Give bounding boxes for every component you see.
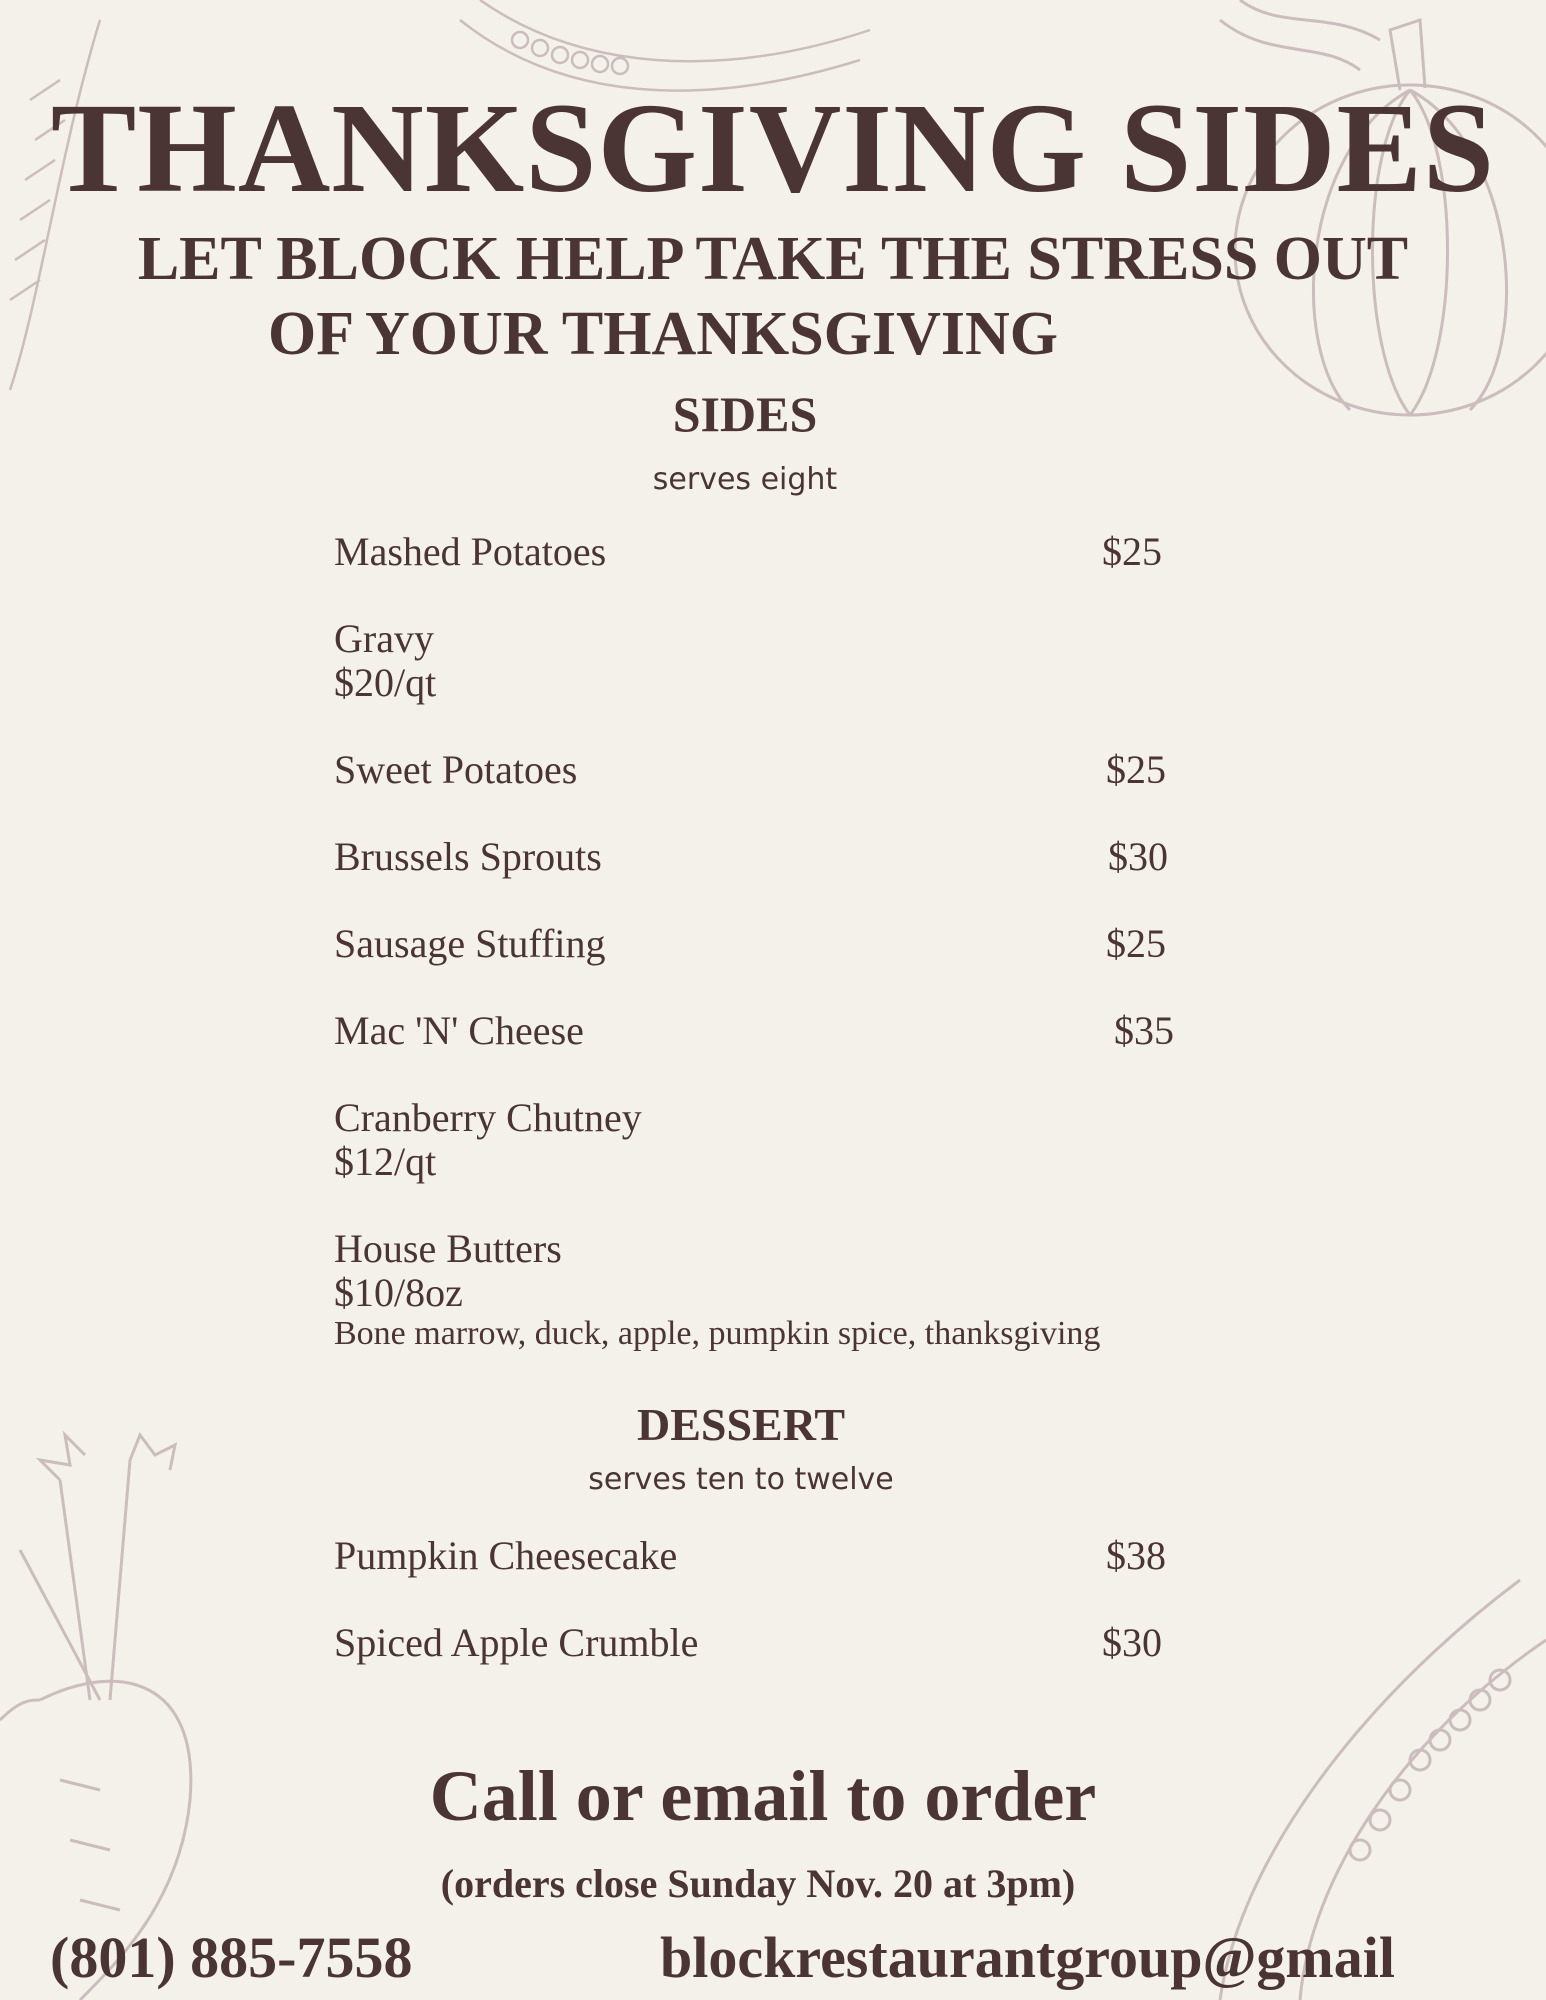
order-close-note: (orders close Sunday Nov. 20 at 3pm) xyxy=(440,1861,1076,1906)
list-item: Cranberry Chutney xyxy=(334,1095,642,1140)
list-item: Spiced Apple Crumble xyxy=(334,1620,699,1665)
subtitle-line-2: OF YOUR THANKSGIVING xyxy=(267,300,1058,368)
list-item: Sweet Potatoes xyxy=(334,747,578,792)
item-price: $12/qt xyxy=(334,1139,437,1184)
item-price: $10/8oz xyxy=(334,1270,463,1315)
dessert-heading: DESSERT xyxy=(636,1399,846,1450)
sides-serving-note: serves eight xyxy=(652,462,838,497)
call-to-action: Call or email to order xyxy=(429,1756,1097,1836)
subtitle-line-1: LET BLOCK HELP TAKE THE STRESS OUT xyxy=(137,225,1409,293)
list-item: Mac 'N' Cheese xyxy=(334,1008,584,1053)
list-item: Pumpkin Cheesecake xyxy=(334,1533,678,1578)
item-price: $30 xyxy=(1108,834,1168,879)
item-price: $25 xyxy=(1106,747,1166,792)
page-title: THANKSGIVING SIDES xyxy=(50,77,1496,219)
list-item: House Butters xyxy=(334,1226,562,1271)
item-price: $38 xyxy=(1106,1533,1166,1578)
list-item: Brussels Sprouts xyxy=(334,834,602,879)
item-price: $30 xyxy=(1102,1620,1162,1665)
list-item: Gravy xyxy=(334,616,434,661)
sides-heading: SIDES xyxy=(672,386,818,442)
email-address[interactable]: blockrestaurantgroup@gmail xyxy=(660,1925,1395,1990)
list-item: Sausage Stuffing xyxy=(334,921,606,966)
dessert-serving-note: serves ten to twelve xyxy=(588,1462,894,1497)
list-item: Mashed Potatoes xyxy=(334,529,607,574)
item-price: $20/qt xyxy=(334,660,437,705)
carrot-illustration xyxy=(0,1400,300,2000)
item-description: Bone marrow, duck, apple, pumpkin spice, thanksgiving xyxy=(334,1315,1101,1352)
phone-number[interactable]: (801) 885-7558 xyxy=(50,1925,413,1990)
item-price: $35 xyxy=(1114,1008,1174,1053)
item-price: $25 xyxy=(1102,529,1162,574)
item-price: $25 xyxy=(1106,921,1166,966)
